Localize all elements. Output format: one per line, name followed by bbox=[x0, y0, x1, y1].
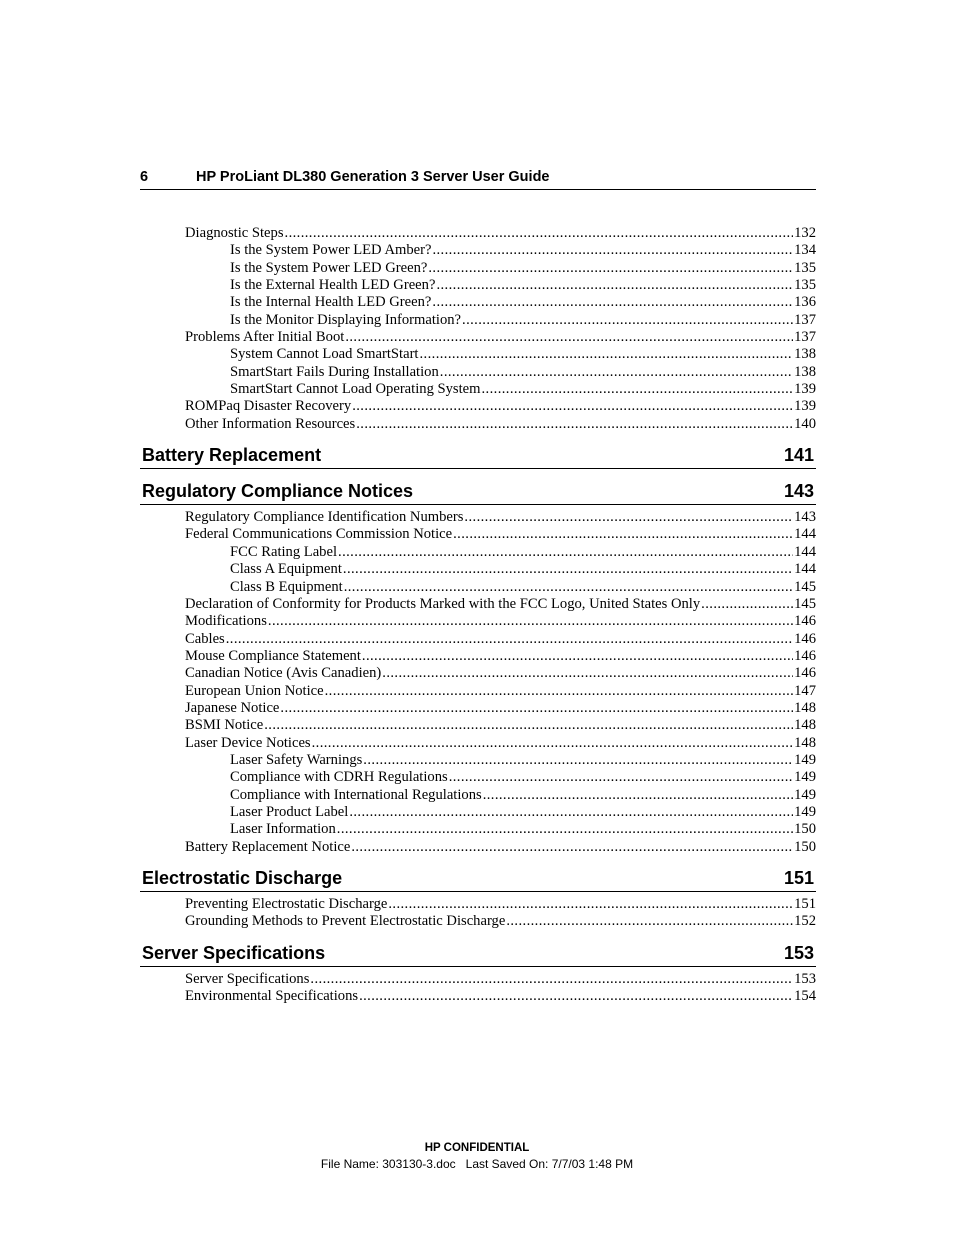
chapter-heading[interactable] bbox=[140, 478, 816, 505]
file-info: File Name: 303130-3.doc Last Saved On: 7/7/03 1:48 PM bbox=[320, 1157, 634, 1171]
toc-page-number: 152 bbox=[794, 913, 816, 930]
toc-entry-title: Laser Device Notices bbox=[185, 734, 311, 751]
toc-entry-title: Is the System Power LED Amber? bbox=[230, 242, 432, 259]
chapter-title: Regulatory Compliance Notices bbox=[142, 481, 414, 502]
dot-leader bbox=[226, 631, 793, 648]
toc-page-number: 145 bbox=[794, 578, 816, 595]
toc-page-number: 154 bbox=[794, 988, 816, 1005]
toc-entry-title: Is the Monitor Displaying Information? bbox=[230, 311, 462, 328]
dot-leader bbox=[344, 579, 793, 596]
toc-page-number: 149 bbox=[794, 769, 816, 786]
toc-entry-title: Declaration of Conformity for Products Marked with the FCC Logo, United States Only bbox=[185, 595, 701, 612]
dot-leader bbox=[483, 787, 793, 804]
toc-entry-title: Regulatory Compliance Identification Numbers bbox=[185, 509, 464, 526]
toc-page-number: 144 bbox=[794, 543, 816, 560]
dot-leader bbox=[268, 613, 793, 630]
toc-page-number: 139 bbox=[794, 381, 816, 398]
toc-entry-title: Grounding Methods to Prevent Electrostatic Discharge bbox=[185, 913, 506, 930]
toc-page-number: 138 bbox=[794, 346, 816, 363]
table-of-contents bbox=[140, 225, 816, 1005]
toc-entry-title: Server Specifications bbox=[185, 970, 310, 987]
dot-leader bbox=[312, 735, 794, 752]
dot-leader bbox=[338, 544, 793, 561]
toc-entry-title: Laser Safety Warnings bbox=[230, 751, 363, 768]
toc-subentry[interactable] bbox=[140, 579, 816, 596]
toc-page-number: 134 bbox=[794, 242, 816, 259]
toc-entry[interactable] bbox=[140, 700, 816, 717]
confidential-label: HP CONFIDENTIAL bbox=[424, 1142, 530, 1154]
dot-leader bbox=[506, 913, 793, 930]
toc-page-number: 149 bbox=[794, 751, 816, 768]
dot-leader bbox=[462, 312, 793, 329]
toc-entry[interactable] bbox=[140, 526, 816, 543]
dot-leader bbox=[345, 329, 793, 346]
toc-entry-title: Diagnostic Steps bbox=[185, 225, 284, 241]
dot-leader bbox=[264, 717, 793, 734]
toc-page-number: 139 bbox=[794, 398, 816, 415]
toc-entry[interactable] bbox=[140, 225, 816, 242]
dot-leader bbox=[440, 364, 793, 381]
toc-entry-title: Compliance with International Regulations bbox=[230, 786, 482, 803]
dot-leader bbox=[453, 526, 793, 543]
toc-entry[interactable] bbox=[140, 631, 816, 648]
toc-page-number: 149 bbox=[794, 803, 816, 820]
toc-page-number: 148 bbox=[794, 734, 816, 751]
toc-entry-title: ROMPaq Disaster Recovery bbox=[185, 398, 352, 415]
chapter-title: Battery Replacement bbox=[142, 445, 322, 466]
toc-entry-title: Preventing Electrostatic Discharge bbox=[185, 896, 388, 912]
toc-entry-title: Class B Equipment bbox=[230, 578, 343, 595]
toc-page-number: 137 bbox=[794, 329, 816, 346]
toc-page-number: 146 bbox=[794, 630, 816, 647]
toc-entry-title: Japanese Notice bbox=[185, 699, 280, 716]
toc-page-number: 148 bbox=[794, 699, 816, 716]
chapter-page-number: 151 bbox=[783, 868, 814, 888]
dot-leader bbox=[436, 277, 793, 294]
dot-leader bbox=[352, 398, 793, 415]
chapter-page-number: 141 bbox=[783, 445, 814, 466]
toc-entry[interactable] bbox=[140, 839, 816, 856]
dot-leader bbox=[428, 260, 793, 277]
toc-entry[interactable] bbox=[140, 913, 816, 930]
toc-entry[interactable] bbox=[140, 896, 816, 913]
toc-subentry[interactable] bbox=[140, 769, 816, 786]
toc-entry-title: Problems After Initial Boot bbox=[185, 329, 345, 346]
dot-leader bbox=[362, 648, 793, 665]
dot-leader bbox=[359, 988, 793, 1005]
dot-leader bbox=[310, 971, 793, 988]
toc-page-number: 153 bbox=[794, 970, 816, 987]
toc-subentry[interactable] bbox=[140, 804, 816, 821]
toc-entry-title: Environmental Specifications bbox=[185, 988, 359, 1005]
toc-entry-title: Is the System Power LED Green? bbox=[230, 259, 428, 276]
toc-entry[interactable] bbox=[140, 971, 816, 988]
toc-entry[interactable] bbox=[140, 665, 816, 682]
toc-page-number: 148 bbox=[794, 717, 816, 734]
document-title: HP ProLiant DL380 Generation 3 Server User Guide bbox=[196, 169, 550, 185]
toc-entry-title: Is the External Health LED Green? bbox=[230, 277, 436, 294]
toc-subentry[interactable] bbox=[140, 346, 816, 363]
dot-leader bbox=[325, 683, 794, 700]
chapter-heading[interactable] bbox=[140, 940, 816, 967]
dot-leader bbox=[285, 225, 794, 242]
toc-page-number: 144 bbox=[794, 561, 816, 578]
toc-entry-title: Cables bbox=[185, 630, 225, 647]
toc-subentry[interactable] bbox=[140, 787, 816, 804]
dot-leader bbox=[464, 509, 793, 526]
toc-page-number: 146 bbox=[794, 613, 816, 630]
chapter-title: Server Specifications bbox=[142, 942, 326, 963]
toc-subentry[interactable] bbox=[140, 821, 816, 838]
toc-entry-title: Compliance with CDRH Regulations bbox=[230, 769, 448, 786]
page-header bbox=[140, 168, 816, 190]
dot-leader bbox=[432, 242, 793, 259]
chapter-heading[interactable] bbox=[140, 442, 816, 469]
toc-page-number: 140 bbox=[794, 415, 816, 432]
toc-entry-title: Mouse Compliance Statement bbox=[185, 647, 361, 664]
toc-page-number: 150 bbox=[794, 838, 816, 855]
toc-entry-title: Federal Communications Commission Notice bbox=[185, 526, 453, 543]
toc-entry-title: Is the Internal Health LED Green? bbox=[230, 294, 432, 311]
toc-subentry[interactable] bbox=[140, 752, 816, 769]
toc-subentry[interactable] bbox=[140, 242, 816, 259]
toc-page-number: 146 bbox=[794, 647, 816, 664]
toc-subentry[interactable] bbox=[140, 364, 816, 381]
toc-entry-title: Modifications bbox=[185, 613, 267, 630]
dot-leader bbox=[449, 769, 793, 786]
toc-page-number: 136 bbox=[794, 294, 816, 311]
dot-leader bbox=[482, 381, 794, 398]
toc-entry[interactable] bbox=[140, 398, 816, 415]
toc-entry-title: BSMI Notice bbox=[185, 717, 264, 734]
toc-entry-title: Canadian Notice (Avis Canadien) bbox=[185, 665, 382, 682]
toc-entry[interactable] bbox=[140, 613, 816, 630]
toc-entry[interactable] bbox=[140, 717, 816, 734]
toc-entry[interactable] bbox=[140, 648, 816, 665]
toc-entry[interactable] bbox=[140, 509, 816, 526]
toc-entry[interactable] bbox=[140, 416, 816, 433]
dot-leader bbox=[388, 896, 793, 913]
chapter-page-number: 143 bbox=[783, 481, 814, 502]
toc-page-number: 137 bbox=[794, 311, 816, 328]
toc-page-number: 150 bbox=[794, 821, 816, 838]
toc-entry-title: FCC Rating Label bbox=[230, 543, 338, 560]
toc-entry-title: SmartStart Fails During Installation bbox=[230, 363, 439, 380]
page-footer bbox=[0, 1140, 954, 1172]
dot-leader bbox=[280, 700, 793, 717]
dot-leader bbox=[701, 596, 793, 613]
toc-page-number: 144 bbox=[794, 526, 816, 543]
toc-entry[interactable] bbox=[140, 683, 816, 700]
chapter-page-number: 153 bbox=[783, 942, 814, 963]
dot-leader bbox=[363, 752, 793, 769]
toc-page-number: 145 bbox=[794, 595, 816, 612]
toc-entry[interactable] bbox=[140, 735, 816, 752]
toc-entry-title: Battery Replacement Notice bbox=[185, 838, 351, 855]
toc-entry-title: Class A Equipment bbox=[230, 561, 342, 578]
toc-subentry[interactable] bbox=[140, 277, 816, 294]
dot-leader bbox=[337, 821, 793, 838]
toc-entry-title: Laser Product Label bbox=[230, 803, 349, 820]
toc-subentry[interactable] bbox=[140, 294, 816, 311]
toc-subentry[interactable] bbox=[140, 381, 816, 398]
dot-leader bbox=[382, 665, 793, 682]
toc-page-number: 146 bbox=[794, 665, 816, 682]
toc-page-number: 135 bbox=[794, 259, 816, 276]
toc-subentry[interactable] bbox=[140, 561, 816, 578]
dot-leader bbox=[432, 294, 793, 311]
toc-page-number: 147 bbox=[794, 682, 816, 699]
dot-leader bbox=[420, 346, 794, 363]
dot-leader bbox=[343, 561, 793, 578]
dot-leader bbox=[356, 416, 793, 433]
toc-entry-title: Laser Information bbox=[230, 821, 336, 838]
page-number: 6 bbox=[140, 169, 149, 185]
toc-entry-title: Other Information Resources bbox=[185, 415, 356, 432]
toc-subentry[interactable] bbox=[140, 544, 816, 561]
dot-leader bbox=[351, 839, 793, 856]
toc-page-number: 143 bbox=[794, 509, 816, 526]
toc-subentry[interactable] bbox=[140, 312, 816, 329]
toc-page-number: 132 bbox=[794, 225, 816, 241]
toc-entry-title: SmartStart Cannot Load Operating System bbox=[230, 381, 481, 398]
dot-leader bbox=[349, 804, 793, 821]
toc-entry-title: System Cannot Load SmartStart bbox=[230, 346, 419, 363]
toc-page-number: 149 bbox=[794, 786, 816, 803]
toc-subentry[interactable] bbox=[140, 260, 816, 277]
toc-entry-title: European Union Notice bbox=[185, 682, 324, 699]
chapter-heading[interactable] bbox=[140, 865, 816, 892]
toc-entry[interactable] bbox=[140, 329, 816, 346]
toc-page-number: 138 bbox=[794, 363, 816, 380]
toc-page-number: 151 bbox=[794, 896, 816, 912]
toc-entry[interactable] bbox=[140, 596, 816, 613]
toc-entry[interactable] bbox=[140, 988, 816, 1005]
toc-page-number: 135 bbox=[794, 277, 816, 294]
chapter-title: Electrostatic Discharge bbox=[142, 868, 343, 888]
